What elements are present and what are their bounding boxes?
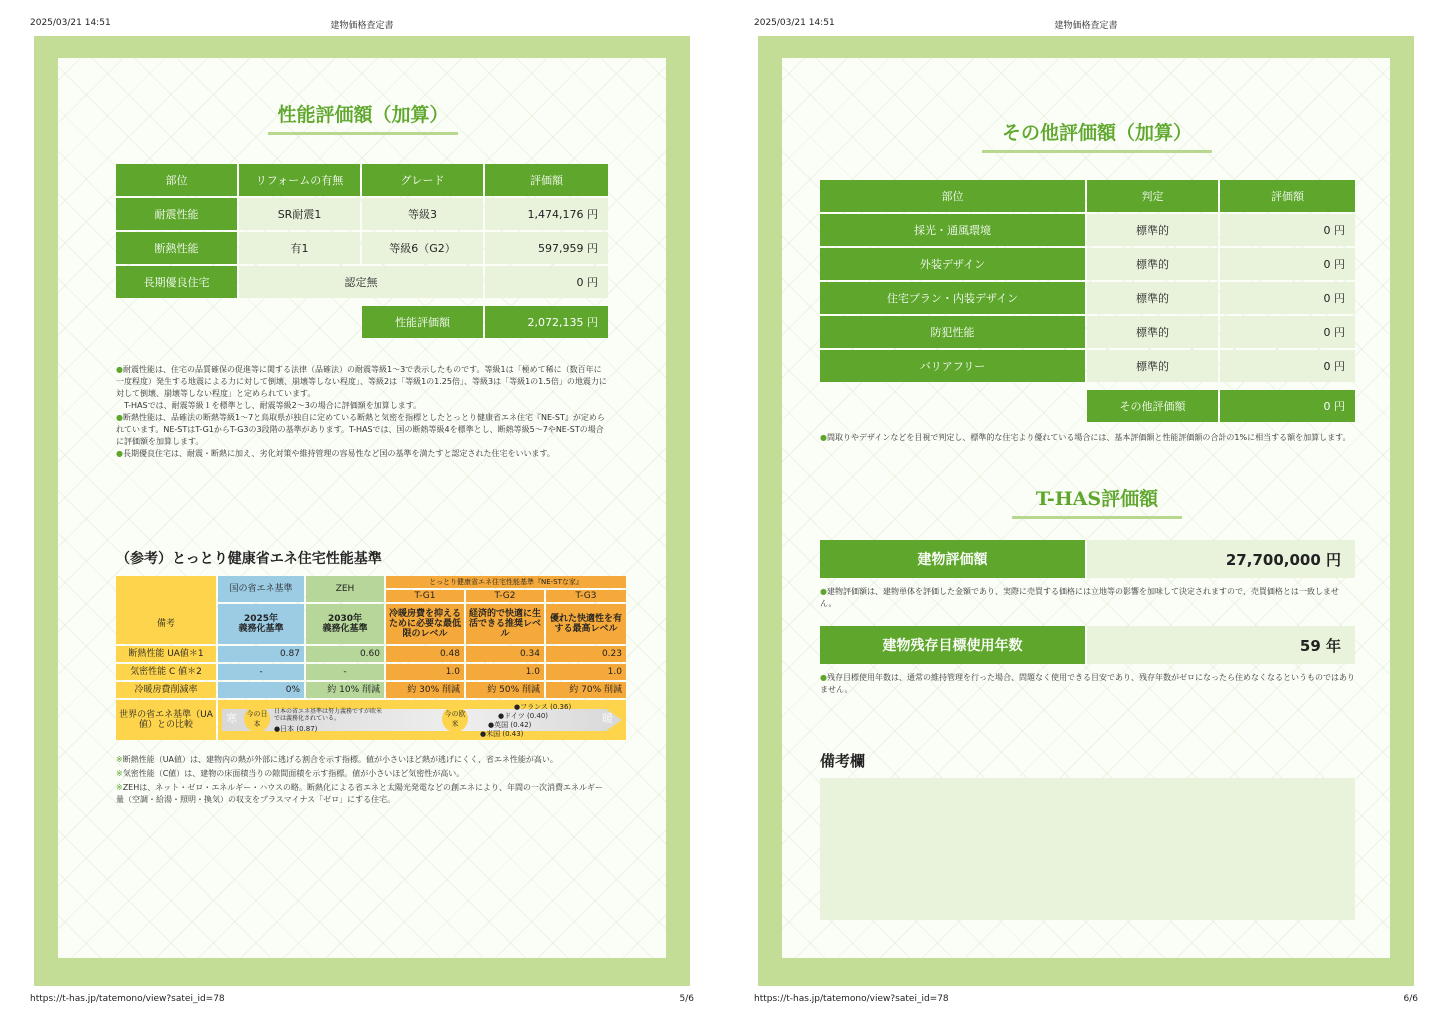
remarks-title: 備考欄 xyxy=(820,752,866,770)
thas-title: T-HAS評価額 xyxy=(1012,484,1182,519)
total-label: 性能評価額 xyxy=(362,306,483,338)
cut-kuni: 0% xyxy=(218,682,304,698)
warm-label: 暖 xyxy=(602,712,613,725)
years-value: 59 年 xyxy=(1087,626,1355,664)
c-tg2: 1.0 xyxy=(466,664,544,680)
years-label: 建物残存目標使用年数 xyxy=(820,626,1085,664)
row-value: 0 円 xyxy=(1220,350,1355,382)
col-zeh: ZEH xyxy=(306,576,384,602)
building-value: 27,700,000 円 xyxy=(1087,540,1355,578)
page-number: 5/6 xyxy=(679,994,694,1004)
col-kuni: 国の省エネ基準 xyxy=(218,576,304,602)
reference-title: （参考）とっとり健康省エネ住宅性能基準 xyxy=(116,551,382,567)
country-us: ●米国 (0.43) xyxy=(480,730,524,738)
country-germany: ●ドイツ (0.40) xyxy=(498,712,549,720)
row-value: 0 円 xyxy=(1220,316,1355,348)
page-content xyxy=(58,58,666,958)
row-judge: 標準的 xyxy=(1087,350,1218,382)
reference-footnotes: ※断熱性能（UA値）は、建物内の熱が外部に逃げる割合を示す指標。値が小さいほど熱が逃げにくく、省エネ性能が高い。 ※気密性能（C値）は、建物の床面積当りの隙間面積を示す指標。値が小さいほど気密性が高い。 ※ZEHは、ネット・ゼロ・エネルギー・ハウスの略。断熱化による省エネと太陽光発電などの創エネにより、年間の一次消費エネルギー量（空調・給湯・照明・換気）の収支をプラスマイナス「ゼロ」にする住宅。 xyxy=(116,755,604,804)
world-compare xyxy=(218,700,626,740)
row-part: 断熱性能 xyxy=(116,232,237,264)
page-frame xyxy=(34,36,690,986)
col-tg3: T-G3 xyxy=(546,590,626,602)
page-6 xyxy=(724,0,1448,1024)
performance-notes: ●耐震性能は、住宅の品質確保の促進等に関する法律（品確法）の耐震等級1〜3で表示したものです。等級1は「極めて稀に（数百年に一度程度）発生する地震による力に対して倒壊、崩壊等しない程度」、等級2は「等級1の1.25倍」、等級3は「等級1の1.5倍」の地震力に対して倒壊、崩壊等しない程度」と定められています。 T-HASでは、耐震等級１を標準とし、耐震等級2〜3の場合に評価額を加算します。 ●断熱性能は、品確法の断熱等級1〜7と鳥取県が独自に定めている断熱と気密を指標としたとっとり健康省エネ住宅『NE-ST』が定められています。NE-STはT-G1からT-G3の3段階の基準があります。T-HASでは、国の断熱等級4を標準とし、断熱等級5〜7やNE-STの場合に評価額を加算します。 ●長期優良住宅は、耐震・断熱に加え、劣化対策や維持管理の容易性など国の基準を満たすと認定された住宅をいいます。 xyxy=(116,365,607,458)
cut-tg3: 約 70% 削減 xyxy=(546,682,626,698)
other-note: ●間取りやデザインなどを目視で判定し、標準的な住宅より優れている場合には、基本評価額と性能評価額の合計の1%に相当する額を加算します。 xyxy=(820,433,1351,442)
c-tg3: 1.0 xyxy=(546,664,626,680)
col-tg2: T-G2 xyxy=(466,590,544,602)
western-now-badge: 今の欧米 xyxy=(442,706,468,732)
page-frame xyxy=(758,36,1414,986)
row-part: 防犯性能 xyxy=(820,316,1085,348)
cold-label: 寒 xyxy=(226,712,237,725)
page-number: 6/6 xyxy=(1403,994,1418,1004)
document-title: 建物価格査定書 xyxy=(330,21,394,31)
page-content xyxy=(782,58,1390,958)
other-title: その他評価額（加算） xyxy=(982,118,1212,153)
performance-title: 性能評価額（加算） xyxy=(268,100,458,135)
cut-zeh: 約 10% 削減 xyxy=(306,682,384,698)
row-reform: 有1 xyxy=(239,232,360,264)
ua-zeh: 0.60 xyxy=(306,646,384,662)
c-zeh: - xyxy=(306,664,384,680)
row-value: 597,959 円 xyxy=(485,232,608,264)
ua-tg1: 0.48 xyxy=(386,646,464,662)
tg2-note: 経済的で快適に生活できる推奨レベル xyxy=(466,604,544,644)
years-note: ●残存目標使用年数は、通常の維持管理を行った場合、問題なく使用できる目安であり、残存年数がゼロになったら住めなくなるというものではありません。 xyxy=(820,673,1355,694)
document-title: 建物価格査定書 xyxy=(1054,21,1118,31)
row-merged: 認定無 xyxy=(239,266,483,298)
country-uk: ●英国 (0.42) xyxy=(488,721,532,729)
row-judge: 標準的 xyxy=(1087,214,1218,246)
th-part: 部位 xyxy=(820,180,1085,212)
print-date: 2025/03/21 14:51 xyxy=(754,18,835,28)
col-tg1: T-G1 xyxy=(386,590,464,602)
tg3-note: 優れた快適性を有する最高レベル xyxy=(546,604,626,644)
page-url[interactable]: https://t-has.jp/tatemono/view?satei_id=78 xyxy=(30,994,225,1004)
th-judge: 判定 xyxy=(1087,180,1218,212)
print-date: 2025/03/21 14:51 xyxy=(30,18,111,28)
row-value: 0 円 xyxy=(485,266,608,298)
ua-tg2: 0.34 xyxy=(466,646,544,662)
cut-tg2: 約 50% 削減 xyxy=(466,682,544,698)
row-grade: 等級6（G2） xyxy=(362,232,483,264)
row-part: バリアフリー xyxy=(820,350,1085,382)
row-part: 外装デザイン xyxy=(820,248,1085,280)
cut-tg1: 約 30% 削減 xyxy=(386,682,464,698)
c-label: 気密性能 C 値＊2 xyxy=(116,664,216,680)
japan-note: 日本の省エネ基準は努力義務ですが欧米では義務化されている。 xyxy=(274,708,383,722)
row-grade: 等級3 xyxy=(362,198,483,230)
th-value: 評価額 xyxy=(485,164,608,196)
row-reform: SR耐震1 xyxy=(239,198,360,230)
country-france: ●フランス (0.36) xyxy=(514,703,572,711)
row-part: 耐震性能 xyxy=(116,198,237,230)
row-value: 0 円 xyxy=(1220,214,1355,246)
biko-label: 備考 xyxy=(116,604,216,644)
row-value: 0 円 xyxy=(1220,282,1355,314)
ua-kuni: 0.87 xyxy=(218,646,304,662)
c-kuni: - xyxy=(218,664,304,680)
row-part: 採光・通風環境 xyxy=(820,214,1085,246)
row-part: 住宅プラン・内装デザイン xyxy=(820,282,1085,314)
remarks-box xyxy=(820,778,1355,920)
c-tg1: 1.0 xyxy=(386,664,464,680)
japan-now-badge: 今の日本 xyxy=(244,706,270,732)
th-grade: グレード xyxy=(362,164,483,196)
total-value: 0 円 xyxy=(1220,390,1355,422)
row-judge: 標準的 xyxy=(1087,282,1218,314)
ua-label: 断熱性能 UA値＊1 xyxy=(116,646,216,662)
tg1-note: 冷暖房費を抑えるために必要な最低限のレベル xyxy=(386,604,464,644)
reference-table xyxy=(116,576,626,742)
row-judge: 標準的 xyxy=(1087,316,1218,348)
row-judge: 標準的 xyxy=(1087,248,1218,280)
row-value: 0 円 xyxy=(1220,248,1355,280)
th-value: 評価額 xyxy=(1220,180,1355,212)
kuni-note: 2025年 義務化基準 xyxy=(218,604,304,644)
total-label: その他評価額 xyxy=(1087,390,1218,422)
col-nest: とっとり健康省エネ住宅性能基準『NE-STな家』 xyxy=(386,576,626,588)
zeh-note: 2030年 義務化基準 xyxy=(306,604,384,644)
row-value: 1,474,176 円 xyxy=(485,198,608,230)
th-part: 部位 xyxy=(116,164,237,196)
building-label: 建物評価額 xyxy=(820,540,1085,578)
cut-label: 冷暖房費削減率 xyxy=(116,682,216,698)
japan-value: ●日本 (0.87) xyxy=(274,725,318,733)
page-url[interactable]: https://t-has.jp/tatemono/view?satei_id=78 xyxy=(754,994,949,1004)
building-note: ●建物評価額は、建物単体を評価した金額であり、実際に売買する価格には立地等の影響を加味して決定されますので、売買価格とは一致しません。 xyxy=(820,587,1339,608)
th-reform: リフォームの有無 xyxy=(239,164,360,196)
row-part: 長期優良住宅 xyxy=(116,266,237,298)
ua-tg3: 0.23 xyxy=(546,646,626,662)
world-label: 世界の省エネ基準（UA 値）との比較 xyxy=(116,700,216,740)
total-value: 2,072,135 円 xyxy=(485,306,608,338)
